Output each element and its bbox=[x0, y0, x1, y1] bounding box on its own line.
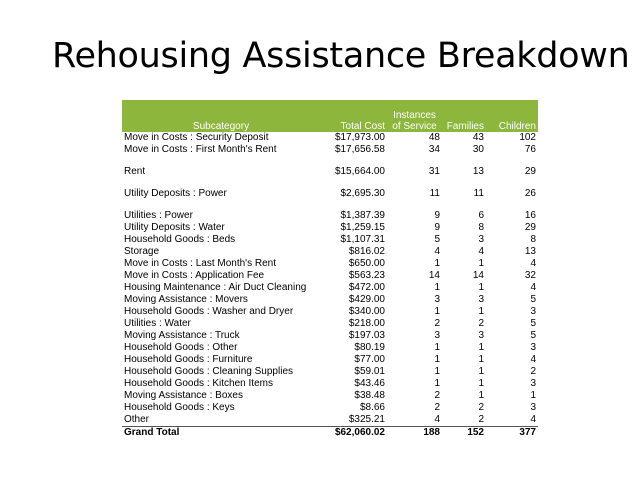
cell-children: 4 bbox=[530, 354, 536, 365]
table-row bbox=[122, 222, 538, 234]
cell-children: 29 bbox=[524, 222, 536, 233]
cell-families: 6 bbox=[478, 210, 484, 221]
cell-families: 1 bbox=[478, 282, 484, 293]
slide-title: Rehousing Assistance Breakdown bbox=[52, 36, 630, 76]
table-row bbox=[122, 210, 538, 222]
cell-instances: 9 bbox=[434, 210, 440, 221]
cell-total-cost: $218.00 bbox=[348, 318, 385, 329]
cell-subcategory: Move in Costs : Application Fee bbox=[124, 270, 265, 281]
cell-subcategory: Household Goods : Keys bbox=[124, 402, 235, 413]
header-instances-line1: Instances bbox=[393, 110, 436, 121]
cell-children: 3 bbox=[530, 402, 536, 413]
table-row bbox=[122, 402, 538, 414]
cell-subcategory: Storage bbox=[124, 246, 160, 257]
table-row bbox=[122, 366, 538, 378]
cell-instances: 48 bbox=[428, 132, 440, 143]
grand-total-label: Grand Total bbox=[122, 427, 320, 440]
cell-children: 4 bbox=[530, 414, 536, 425]
cell-subcategory: Utility Deposits : Power bbox=[124, 188, 227, 199]
cell-instances: 5 bbox=[434, 234, 440, 245]
table-row bbox=[122, 258, 538, 270]
cell-children: 5 bbox=[530, 318, 536, 329]
cell-subcategory: Household Goods : Beds bbox=[124, 234, 236, 245]
cell-instances: 4 bbox=[434, 246, 440, 257]
cell-total-cost: $77.00 bbox=[354, 354, 385, 365]
cell-children: 2 bbox=[530, 366, 536, 377]
cell-total-cost: $325.21 bbox=[348, 414, 385, 425]
cell-total-cost: $38.48 bbox=[354, 390, 385, 401]
cell-subcategory: Utility Deposits : Water bbox=[124, 222, 225, 233]
cell-total-cost: $1,387.39 bbox=[340, 210, 385, 221]
table-row bbox=[122, 330, 538, 342]
header-instances bbox=[387, 100, 442, 132]
cell-subcategory: Household Goods : Washer and Dryer bbox=[124, 306, 294, 317]
cell-families: 1 bbox=[478, 378, 484, 389]
table-row bbox=[122, 378, 538, 390]
header-instances-line2: of Service bbox=[392, 121, 437, 132]
cell-total-cost: $563.23 bbox=[348, 270, 385, 281]
cell-children: 32 bbox=[524, 270, 536, 281]
table-row bbox=[122, 294, 538, 306]
cell-children: 4 bbox=[530, 258, 536, 269]
cell-total-cost: $340.00 bbox=[348, 306, 385, 317]
cell-children: 4 bbox=[530, 282, 536, 293]
table-row bbox=[122, 318, 538, 330]
cell-instances: 3 bbox=[434, 330, 440, 341]
cell-families: 2 bbox=[478, 318, 484, 329]
table-row bbox=[122, 414, 538, 427]
cell-children: 5 bbox=[530, 294, 536, 305]
header-subcategory: Subcategory bbox=[192, 121, 250, 132]
cell-families: 1 bbox=[478, 342, 484, 353]
table-row bbox=[122, 144, 538, 166]
cell-instances: 2 bbox=[434, 318, 440, 329]
grand-total-children: 377 bbox=[486, 427, 538, 440]
cell-families: 1 bbox=[478, 354, 484, 365]
cell-families: 1 bbox=[478, 258, 484, 269]
cell-instances: 1 bbox=[434, 354, 440, 365]
cell-instances: 11 bbox=[429, 188, 440, 199]
cell-subcategory: Household Goods : Other bbox=[124, 342, 238, 353]
cell-families: 11 bbox=[473, 188, 484, 199]
cell-subcategory: Move in Costs : First Month's Rent bbox=[124, 144, 277, 155]
cell-families: 30 bbox=[472, 144, 484, 155]
cell-total-cost: $197.03 bbox=[348, 330, 385, 341]
cell-total-cost: $8.66 bbox=[359, 402, 385, 413]
cell-children: 29 bbox=[524, 166, 536, 177]
cell-subcategory: Utilities : Power bbox=[124, 210, 193, 221]
header-families: Families bbox=[446, 121, 484, 132]
cell-instances: 4 bbox=[434, 414, 440, 425]
cell-total-cost: $17,973.00 bbox=[334, 132, 385, 143]
cell-families: 1 bbox=[478, 366, 484, 377]
cell-families: 2 bbox=[478, 414, 484, 425]
cell-children: 3 bbox=[530, 306, 536, 317]
cell-children: 3 bbox=[530, 342, 536, 353]
cell-families: 14 bbox=[472, 270, 484, 281]
cell-instances: 34 bbox=[428, 144, 440, 155]
cell-subcategory: Household Goods : Cleaning Supplies bbox=[124, 366, 293, 377]
cell-families: 8 bbox=[478, 222, 484, 233]
cell-children: 26 bbox=[524, 188, 536, 199]
cell-total-cost: $1,107.31 bbox=[340, 234, 385, 245]
cell-families: 2 bbox=[478, 402, 484, 413]
cell-instances: 1 bbox=[434, 342, 440, 353]
cell-children: 1 bbox=[530, 390, 536, 401]
cell-instances: 1 bbox=[434, 306, 440, 317]
cell-instances: 2 bbox=[434, 402, 440, 413]
cell-instances: 1 bbox=[434, 378, 440, 389]
cell-families: 4 bbox=[478, 246, 484, 257]
cell-subcategory: Moving Assistance : Movers bbox=[124, 294, 248, 305]
header-total-cost: Total Cost bbox=[340, 121, 385, 132]
cell-total-cost: $816.02 bbox=[348, 246, 385, 257]
cell-children: 3 bbox=[530, 378, 536, 389]
cell-total-cost: $2,695.30 bbox=[340, 188, 385, 199]
cell-families: 43 bbox=[472, 132, 484, 143]
cell-families: 3 bbox=[478, 294, 484, 305]
table-row bbox=[122, 282, 538, 294]
cell-subcategory: Rent bbox=[124, 166, 146, 177]
cell-total-cost: $43.46 bbox=[354, 378, 385, 389]
cell-families: 1 bbox=[478, 390, 484, 401]
cell-instances: 3 bbox=[434, 294, 440, 305]
cell-children: 5 bbox=[530, 330, 536, 341]
table-row bbox=[122, 188, 538, 210]
cell-subcategory: Other bbox=[124, 414, 150, 425]
cell-subcategory: Moving Assistance : Boxes bbox=[124, 390, 243, 401]
cell-total-cost: $472.00 bbox=[348, 282, 385, 293]
cell-total-cost: $650.00 bbox=[348, 258, 385, 269]
table-row bbox=[122, 306, 538, 318]
grand-total-cost: $62,060.02 bbox=[320, 427, 387, 440]
cell-total-cost: $17,656.58 bbox=[334, 144, 385, 155]
cell-total-cost: $429.00 bbox=[348, 294, 385, 305]
cell-instances: 1 bbox=[434, 282, 440, 293]
cell-families: 3 bbox=[478, 330, 484, 341]
cell-instances: 9 bbox=[434, 222, 440, 233]
header-children: Children bbox=[498, 121, 536, 132]
table-row bbox=[122, 354, 538, 366]
cell-children: 13 bbox=[524, 246, 536, 257]
table-row bbox=[122, 166, 538, 188]
table-row bbox=[122, 390, 538, 402]
table-header-row bbox=[122, 100, 538, 132]
cell-total-cost: $15,664.00 bbox=[334, 166, 385, 177]
cell-instances: 1 bbox=[434, 366, 440, 377]
cell-instances: 1 bbox=[434, 258, 440, 269]
cell-children: 16 bbox=[524, 210, 536, 221]
cell-subcategory: Move in Costs : Security Deposit bbox=[124, 132, 269, 143]
grand-total-families: 152 bbox=[442, 427, 486, 440]
table-row bbox=[122, 246, 538, 258]
cell-subcategory: Utilities : Water bbox=[124, 318, 191, 329]
cell-total-cost: $1,259.15 bbox=[340, 222, 385, 233]
cell-families: 1 bbox=[478, 306, 484, 317]
cell-children: 102 bbox=[519, 132, 536, 143]
grand-total-instances: 188 bbox=[387, 427, 442, 440]
cell-families: 13 bbox=[472, 166, 484, 177]
cell-instances: 14 bbox=[428, 270, 440, 281]
cell-subcategory: Household Goods : Kitchen Items bbox=[124, 378, 273, 389]
cell-families: 3 bbox=[478, 234, 484, 245]
cell-subcategory: Move in Costs : Last Month's Rent bbox=[124, 258, 276, 269]
table-row bbox=[122, 270, 538, 282]
cell-children: 8 bbox=[530, 234, 536, 245]
grand-total-row bbox=[122, 427, 538, 440]
breakdown-table bbox=[122, 100, 538, 439]
table-row bbox=[122, 342, 538, 354]
cell-subcategory: Housing Maintenance : Air Duct Cleaning bbox=[124, 282, 307, 293]
table-row bbox=[122, 132, 538, 144]
cell-subcategory: Household Goods : Furniture bbox=[124, 354, 253, 365]
cell-total-cost: $59.01 bbox=[354, 366, 385, 377]
cell-subcategory: Moving Assistance : Truck bbox=[124, 330, 240, 341]
table-row bbox=[122, 234, 538, 246]
cell-children: 76 bbox=[524, 144, 536, 155]
cell-total-cost: $80.19 bbox=[354, 342, 385, 353]
cell-instances: 31 bbox=[428, 166, 440, 177]
cell-instances: 2 bbox=[434, 390, 440, 401]
